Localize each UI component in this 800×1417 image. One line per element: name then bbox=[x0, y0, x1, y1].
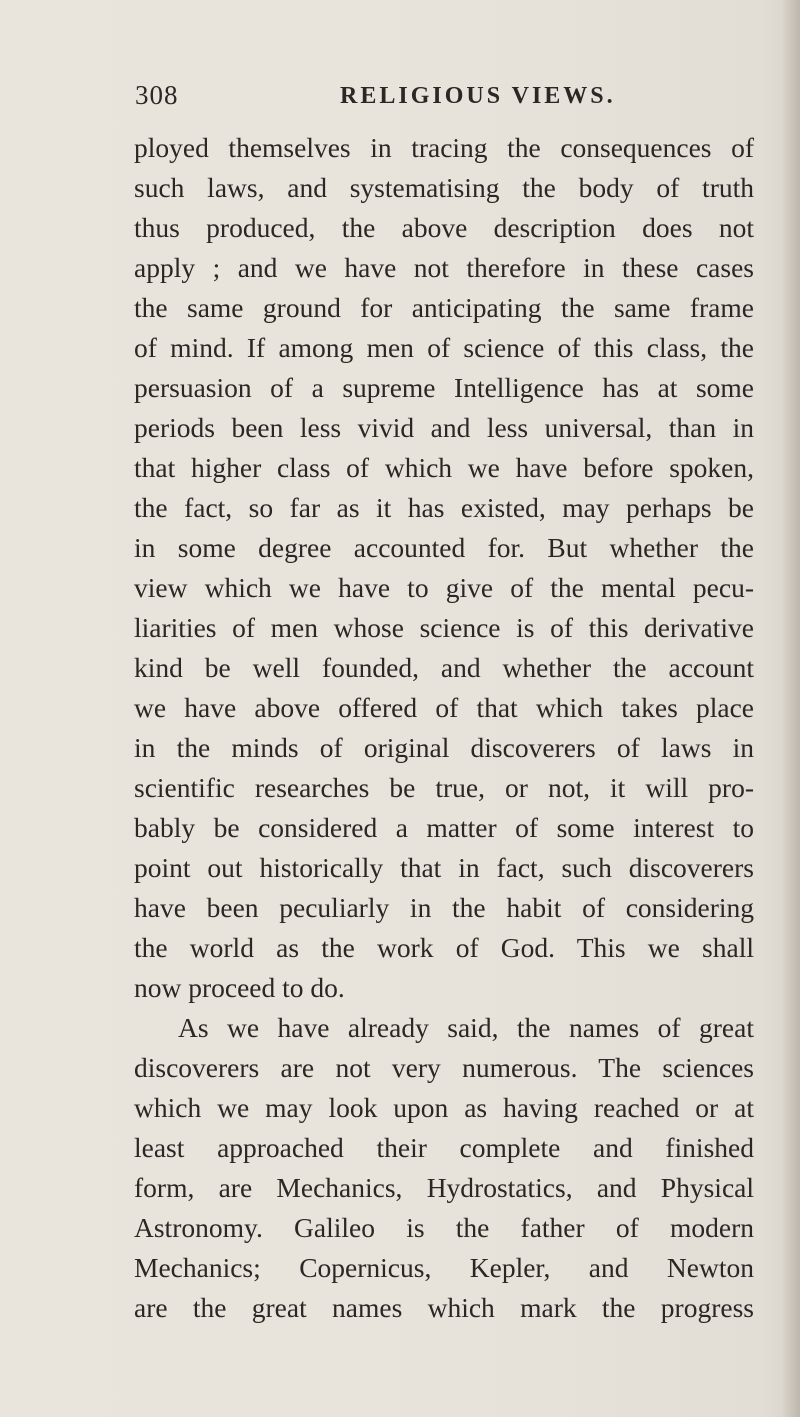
text-line: least approached their complete and finished bbox=[134, 1132, 754, 1163]
text-line: in some degree accounted for. But whether the bbox=[134, 532, 754, 563]
text-line: Mechanics; Copernicus, Kepler, and Newton bbox=[134, 1252, 754, 1283]
text-line: such laws, and systematising the body of truth bbox=[134, 172, 754, 203]
text-line: the same ground for anticipating the same frame bbox=[134, 292, 754, 323]
text-line: thus produced, the above description does not bbox=[134, 212, 754, 243]
page-number: 308 bbox=[135, 80, 179, 110]
text-line: point out historically that in fact, such discoverers bbox=[134, 852, 754, 883]
text-line: scientific researches be true, or not, it will pro- bbox=[134, 772, 754, 803]
text-line: have been peculiarly in the habit of considering bbox=[134, 892, 754, 923]
text-line: discoverers are not very numerous. The sciences bbox=[134, 1052, 754, 1083]
text-line: the fact, so far as it has existed, may perhaps be bbox=[134, 492, 754, 523]
text-line: liarities of men whose science is of this derivative bbox=[134, 612, 754, 643]
text-line: we have above offered of that which takes place bbox=[134, 692, 754, 723]
text-line: apply ; and we have not therefore in these cases bbox=[134, 252, 754, 283]
text-line-indented: As we have already said, the names of great bbox=[178, 1012, 754, 1043]
text-line: view which we have to give of the mental pecu- bbox=[134, 572, 754, 603]
text-line: now proceed to do. bbox=[134, 972, 345, 1003]
text-line: in the minds of original discoverers of laws in bbox=[134, 732, 754, 763]
text-line: bably be considered a matter of some interest to bbox=[134, 812, 754, 843]
page-header bbox=[135, 80, 755, 120]
text-line: ployed themselves in tracing the consequences of bbox=[134, 132, 754, 163]
text-line: of mind. If among men of science of this class, the bbox=[134, 332, 754, 363]
text-line: Astronomy. Galileo is the father of modern bbox=[134, 1212, 754, 1243]
text-line: kind be well founded, and whether the account bbox=[134, 652, 754, 683]
text-line: form, are Mechanics, Hydrostatics, and Physical bbox=[134, 1172, 754, 1203]
text-line: the world as the work of God. This we shall bbox=[134, 932, 754, 963]
text-line: which we may look upon as having reached or at bbox=[134, 1092, 754, 1123]
text-line: persuasion of a supreme Intelligence has at some bbox=[134, 372, 754, 403]
text-line: are the great names which mark the progress bbox=[134, 1292, 754, 1323]
text-line: periods been less vivid and less universal, than in bbox=[134, 412, 754, 443]
page-edge-shadow bbox=[782, 0, 800, 1417]
running-title: RELIGIOUS VIEWS. bbox=[340, 83, 616, 109]
text-line: that higher class of which we have before spoken, bbox=[134, 452, 754, 483]
